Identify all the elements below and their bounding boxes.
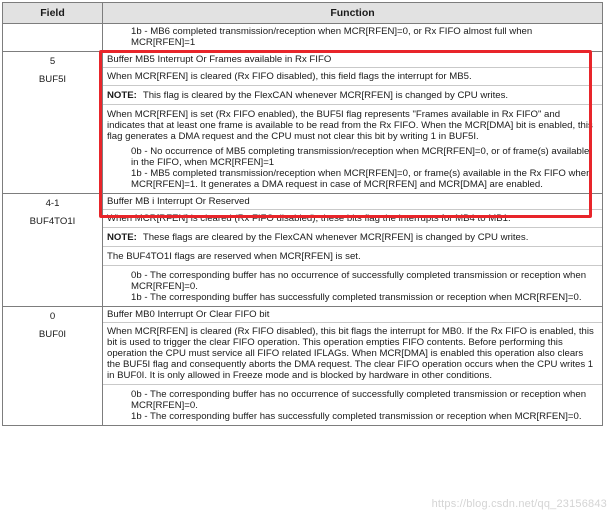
field-column-header: Field (3, 3, 103, 23)
field-bit: 4-1 (45, 198, 60, 209)
function-description: The BUF4TO1I flags are reserved when MCR[RFEN] is set. (103, 251, 602, 266)
function-title: Buffer MB5 Interrupt Or Frames available in Rx FIFO (103, 54, 602, 68)
option-0b-text: 0b - No occurrence of MB5 completing transmission/reception when MCR[RFEN]=0, or of frame(s) available in the FIFO, when MCR[RFEN]=1 (131, 146, 590, 168)
field-name: BUF4TO1I (29, 216, 76, 227)
table-row-buf6i-tail (3, 24, 602, 52)
function-title: Buffer MB0 Interrupt Or Clear FIFO bit (103, 309, 602, 323)
field-cell (3, 307, 103, 425)
field-name: BUF0I (38, 329, 67, 340)
function-cell (103, 52, 602, 193)
note (103, 90, 602, 105)
table-row-buf5i (3, 52, 602, 194)
function-cell (103, 24, 602, 51)
watermark: https://blog.csdn.net/qq_23156843 (431, 498, 607, 510)
option-0b-text: 0b - The corresponding buffer has no occurrence of successfully completed transmission or reception when MCR[RFEN]=0. (131, 389, 587, 411)
function-column-header: Function (330, 7, 375, 19)
field-cell (3, 52, 103, 193)
function-cell (103, 194, 602, 306)
note-text: This flag is cleared by the FlexCAN whenever MCR[RFEN] is changed by CPU writes. (142, 90, 509, 101)
table-row-buf4to1i (3, 194, 602, 307)
note-label: NOTE: (107, 90, 137, 101)
function-description: When MCR[RFEN] is cleared (Rx FIFO disabled), this bit flags the interrupt for MB0. If the Rx FIFO is enabled, this bit is used to trigger the clear FIFO operation. This operation empties FIFO contents. Before performing this operation the CPU must service all FIFO related IFLAGs. When MCR[DMA] is enabled this operation also clears the BUF5I flag and consequently aborts the DMA request. The clear FIFO operation occurs when the CPU writes 1 in BUF0I. It is only allowed in Freeze mode and is blocked by hardware in other conditions. (103, 326, 602, 385)
field-cell-empty (3, 24, 103, 51)
field-name: BUF5I (38, 74, 67, 85)
note (103, 232, 602, 247)
function-description: When MCR[RFEN] is set (Rx FIFO enabled), the BUF5I flag represents "Frames available in Rx FIFO" and indicates that at least one frame is available to be read from the Rx FIFO. When the MCR[DMA] bit is enabled, this flag generates a DMA request and the CPU must not clear this bit by writing 1 in BUF5I. (107, 109, 593, 142)
option-0b-text: 0b - The corresponding buffer has no occurrence of successfully completed transmission or reception when MCR[RFEN]=0. (131, 270, 587, 292)
table-row-buf0i (3, 307, 602, 425)
field-cell (3, 194, 103, 306)
function-description: When MCR[RFEN] is cleared (Rx FIFO disabled), this field flags the interrupt for MB5. (103, 71, 602, 86)
note-text: These flags are cleared by the FlexCAN whenever MCR[RFEN] is changed by CPU writes. (142, 232, 529, 243)
register-field-table (2, 2, 603, 426)
option-1b-text: 1b - MB6 completed transmission/reception when MCR[RFEN]=0, or Rx FIFO almost full when MCR[RFEN]=1 (131, 26, 533, 48)
option-1b-text: 1b - The corresponding buffer has successfully completed transmission or reception when MCR[RFEN]=0. (131, 411, 582, 422)
function-cell (103, 307, 602, 425)
note-label: NOTE: (107, 232, 137, 243)
table-header (3, 3, 602, 24)
function-description: When MCR[RFEN] is cleared (Rx FIFO disabled), these bits flag the interrupts for MB4 to MB1. (103, 213, 602, 228)
field-bit: 5 (49, 56, 56, 67)
function-title: Buffer MB i Interrupt Or Reserved (103, 196, 602, 210)
field-bit: 0 (49, 311, 56, 322)
option-1b-text: 1b - The corresponding buffer has successfully completed transmission or reception when MCR[RFEN]=0. (131, 292, 582, 303)
option-1b-text: 1b - MB5 completed transmission/reception when MCR[RFEN]=0, or frame(s) available in the Rx FIFO when MCR[RFEN]=1. It generates a DMA request in case of MCR[RFEN] and MCR[DMA] are enabled. (131, 168, 592, 190)
